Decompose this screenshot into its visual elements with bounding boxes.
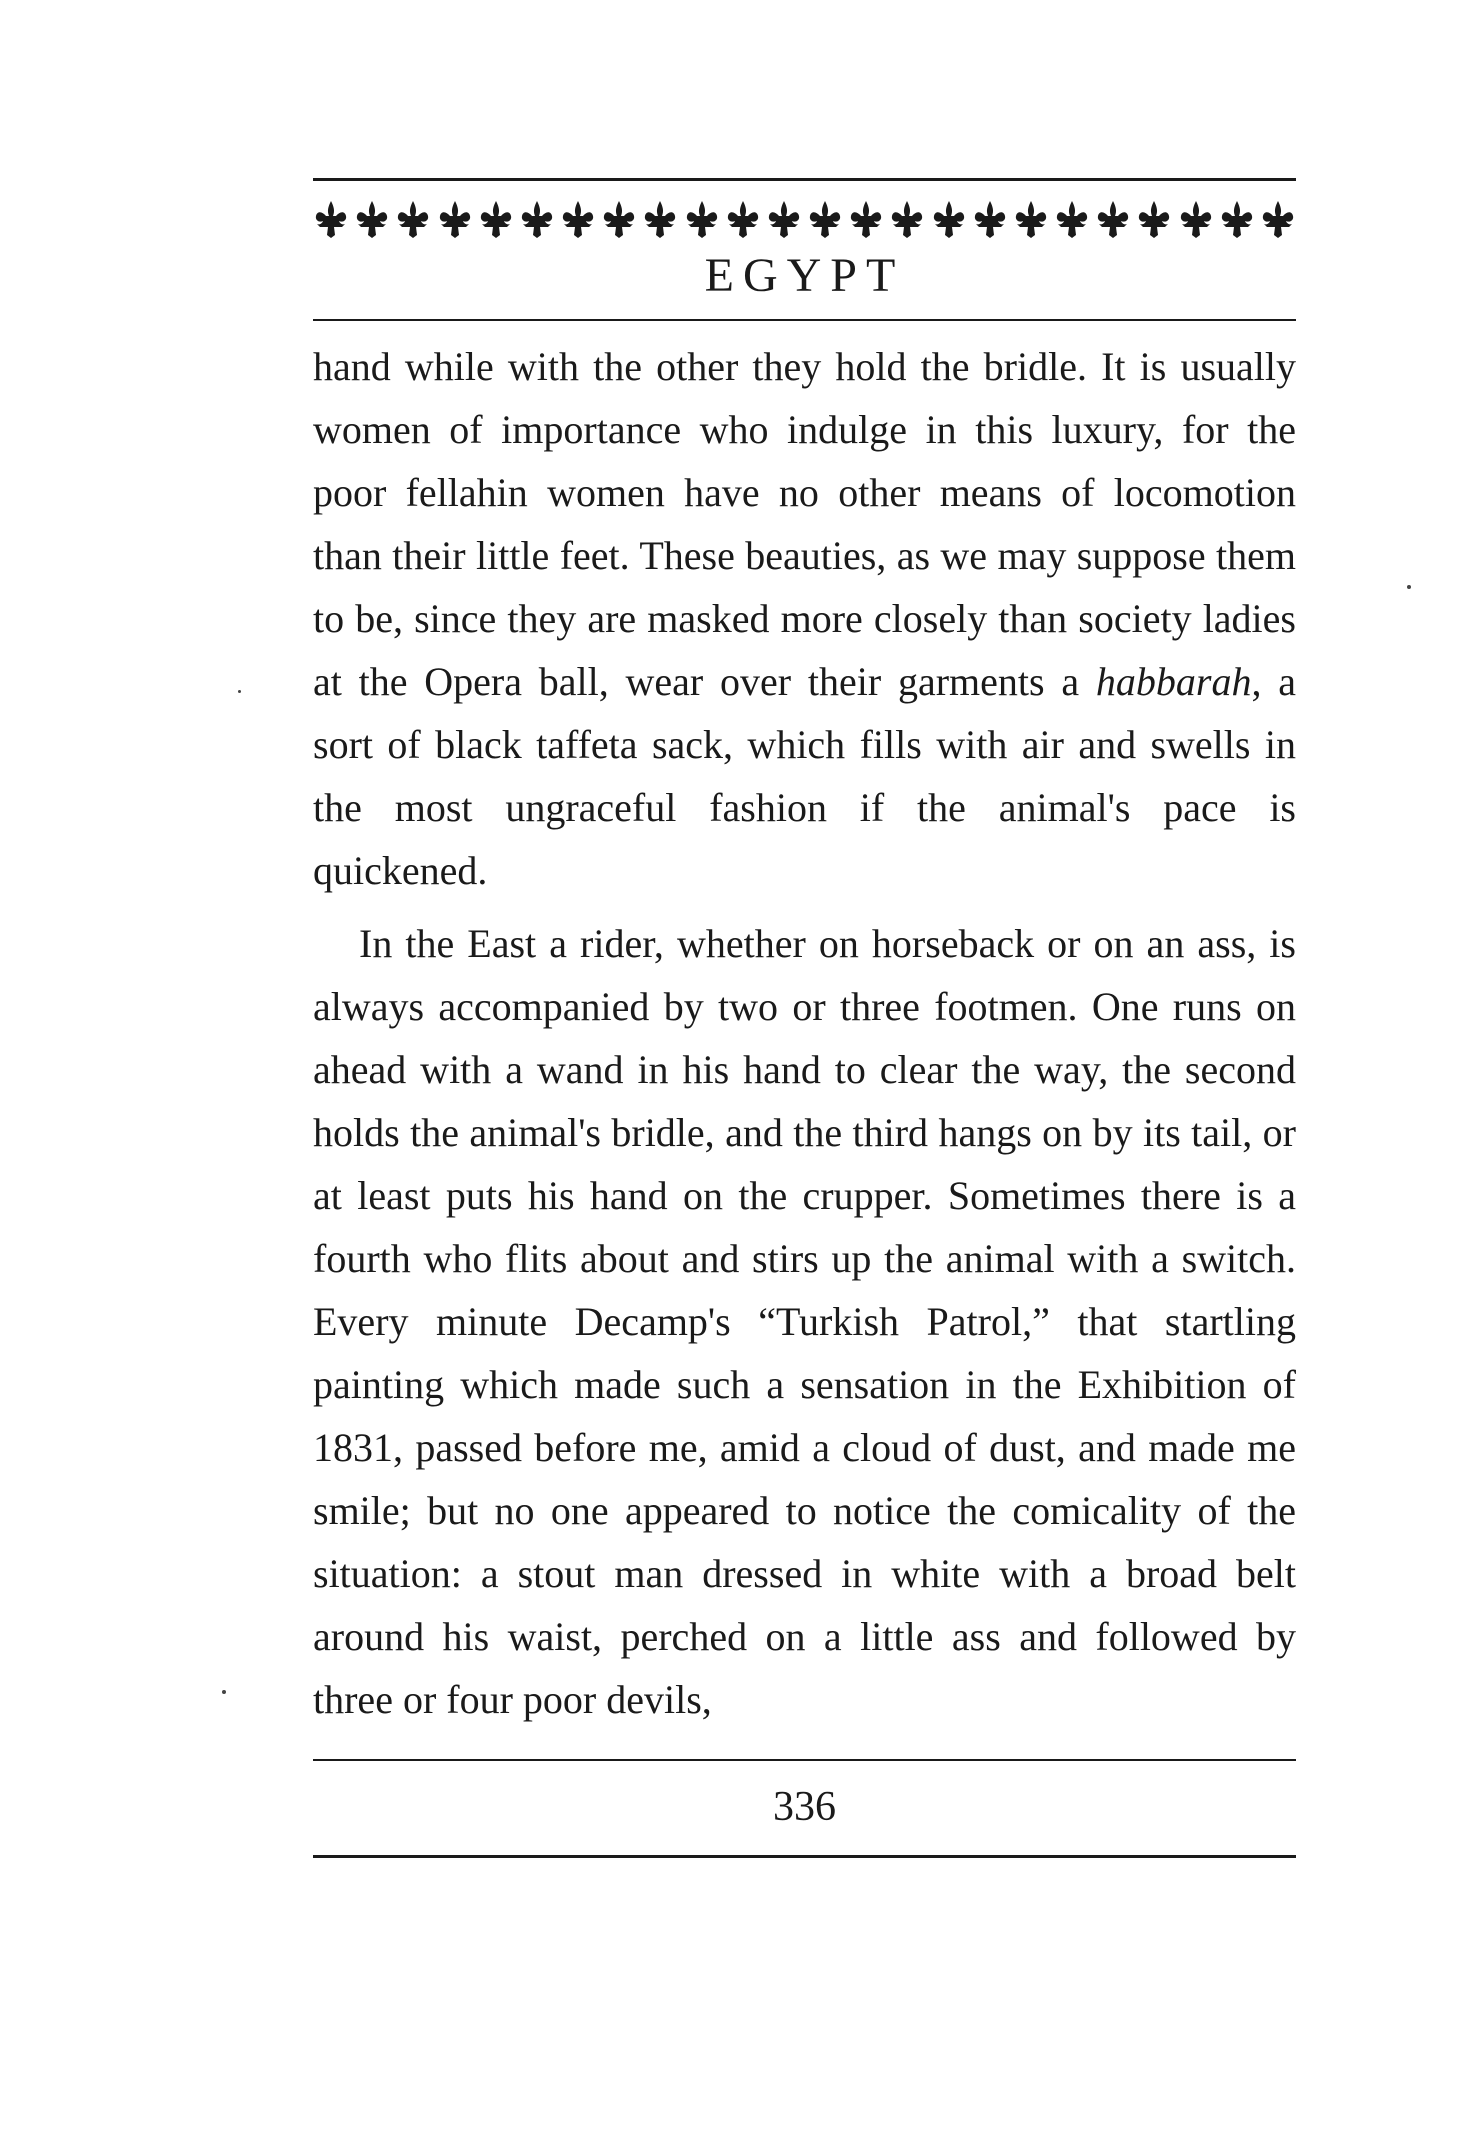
fleur-de-lis-icon (1260, 199, 1296, 239)
paragraph-2: In the East a rider, whether on horseback or on an ass, is always accompanied by two or three footmen. One runs on ahead with a wand in his hand to clear the way, the second holds the animal's bridle, and the third hangs on by its tail, or at least puts his hand on the crupper. Sometimes there is a fourth who flits about and stirs up the animal with a switch. Every minute Decamp's “Turkish Patrol,” that startling painting which made such a sensation in the Exhibition of 1831, passed before me, amid a cloud of dust, and made me smile; but no one appeared to notice the comicality of the situation: a stout man dressed in white with a broad belt around his waist, perched on a little ass and followed by three or four poor devils, (313, 921, 1296, 1722)
fleur-de-lis-icon (437, 199, 473, 239)
fleur-de-lis-icon (1054, 199, 1090, 239)
paragraph-1 (313, 335, 1296, 902)
fleur-de-lis-icon (395, 199, 431, 239)
fleur-de-lis-icon (313, 199, 349, 239)
header-bottom-rule (313, 319, 1296, 321)
book-page (313, 178, 1296, 1858)
running-head: EGYPT (704, 249, 905, 302)
paper-speck (1407, 585, 1411, 589)
page-number: 336 (773, 1784, 836, 1830)
fleur-de-lis-icon (807, 199, 843, 239)
fleur-de-lis-icon (766, 199, 802, 239)
fleur-de-lis-icon (1095, 199, 1131, 239)
fleur-de-lis-icon (601, 199, 637, 239)
fleur-de-lis-icon (1178, 199, 1214, 239)
fleur-de-lis-icon (848, 199, 884, 239)
fleur-de-lis-icon (725, 199, 761, 239)
paper-speck (238, 690, 241, 693)
paragraph-1-text-b: , a sort of black taffeta sack, which fills with air and swells in the most ungraceful fashion if the animal's pace is quickened. (313, 659, 1296, 893)
fleur-de-lis-icon (1136, 199, 1172, 239)
body-text (313, 335, 1296, 1731)
fleur-de-lis-icon (684, 199, 720, 239)
fleur-de-lis-icon (642, 199, 678, 239)
fleur-de-lis-icon (931, 199, 967, 239)
paragraph-1-italic-term: habbarah (1095, 659, 1252, 704)
fleur-de-lis-icon (478, 199, 514, 239)
fleur-de-lis-icon (560, 199, 596, 239)
fleur-de-lis-icon (972, 199, 1008, 239)
fleur-de-lis-icon (1219, 199, 1255, 239)
fleur-de-lis-icon (889, 199, 925, 239)
fleur-de-lis-icon (519, 199, 555, 239)
header-top-rule (313, 178, 1296, 181)
footer-top-rule (313, 1759, 1296, 1761)
ornament-band (313, 195, 1296, 243)
paragraph-1-text-a: hand while with the other they hold the bridle. It is usually women of importance who indulge in this luxury, for the poor fellahin women have no other means of locomotion than their little feet. These beauties, as we may suppose them to be, since they are masked more closely than society ladies at the Opera ball, wear over their garments a (313, 344, 1296, 704)
fleur-de-lis-icon (354, 199, 390, 239)
fleur-de-lis-icon (1013, 199, 1049, 239)
footer-bottom-rule (313, 1855, 1296, 1858)
paper-speck (222, 1690, 226, 1694)
